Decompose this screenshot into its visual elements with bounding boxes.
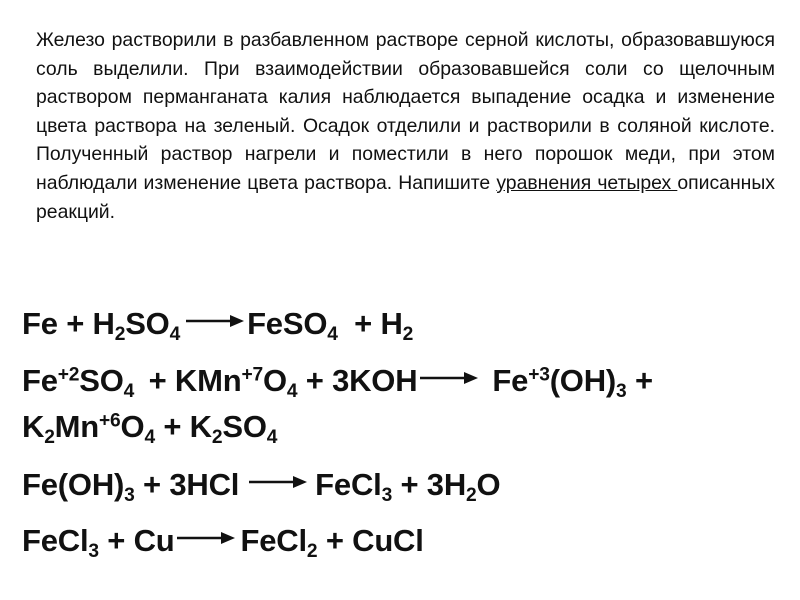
eq2-product: K bbox=[22, 409, 45, 444]
problem-text-underlined: уравнения четырех bbox=[496, 171, 678, 194]
eq1-reactant-part: SO bbox=[125, 306, 170, 341]
equation-2-line-2 bbox=[22, 408, 278, 449]
eq2-reactant-part: SO bbox=[79, 363, 124, 398]
eq1-reactants: Fe + H bbox=[22, 306, 115, 341]
eq2-reactant-part: O bbox=[262, 363, 287, 398]
eq2-product: Fe bbox=[492, 363, 529, 398]
reaction-arrow-icon bbox=[249, 475, 307, 489]
problem-text-part-1: Железо растворили в разбавленном растворе серной кислоты, образовавшуюся соль выделили. При взаимодействии образовавшейся соли со щелочным раствором перманганата калия наблюдается выпадение осадка и изменение цвета раствора на зеленый. Осадок отделили и растворили в соляной кислоте. Полученный раствор нагрели и поместили в него порошок меди, при этом наблюдали изменение цвета раствора. Напишите bbox=[36, 29, 775, 194]
reaction-arrow-icon bbox=[177, 531, 235, 545]
eq4-product: + CuCl bbox=[317, 523, 424, 558]
eq2-reactant: + KMn bbox=[140, 363, 242, 398]
eq1-product-part: + H bbox=[345, 306, 403, 341]
eq1-subscript: 2 bbox=[402, 324, 414, 346]
problem-text-part-2: описанных реакций. bbox=[36, 171, 775, 223]
eq2-product-part: (OH) bbox=[549, 363, 617, 398]
eq4-product: FeCl bbox=[240, 523, 307, 558]
eq4-reactant: FeCl bbox=[22, 523, 89, 558]
eq1-products: FeSO bbox=[247, 306, 328, 341]
eq2-subscript: 2 bbox=[44, 427, 55, 449]
eq2-subscript: 4 bbox=[123, 381, 135, 403]
eq3-subscript: 2 bbox=[466, 485, 477, 507]
problem-statement bbox=[36, 26, 775, 226]
equation-2-line-1 bbox=[22, 362, 653, 403]
eq3-reactant: + 3HCl bbox=[134, 467, 240, 502]
eq2-oxidation-state: +3 bbox=[528, 364, 550, 386]
eq2-oxidation-state: +6 bbox=[99, 410, 121, 432]
eq3-subscript: 3 bbox=[124, 485, 135, 507]
eq2-product-part: SO bbox=[222, 409, 267, 444]
eq2-oxidation-state: +2 bbox=[57, 364, 80, 386]
eq2-reactant: + 3KOH bbox=[297, 363, 418, 398]
equation-3 bbox=[22, 466, 501, 507]
eq2-subscript: 4 bbox=[266, 427, 278, 449]
reaction-arrow-icon bbox=[420, 371, 478, 385]
eq2-product: + K bbox=[154, 409, 212, 444]
eq2-plus: + bbox=[626, 363, 653, 398]
eq3-product: FeCl bbox=[315, 467, 382, 502]
eq3-product: + 3H bbox=[392, 467, 467, 502]
eq2-product-part: Mn bbox=[54, 409, 100, 444]
reaction-arrow-icon bbox=[186, 314, 244, 328]
eq3-product-part: O bbox=[476, 467, 501, 502]
eq1-subscript: 4 bbox=[327, 324, 338, 346]
eq2-product-part: O bbox=[120, 409, 145, 444]
eq2-reactant: Fe bbox=[22, 363, 58, 398]
eq4-reactant: + Cu bbox=[98, 523, 175, 558]
equation-4 bbox=[22, 522, 424, 563]
eq1-subscript: 4 bbox=[169, 324, 181, 346]
eq4-subscript: 3 bbox=[88, 541, 99, 563]
eq2-subscript: 4 bbox=[144, 427, 155, 449]
eq2-oxidation-state: +7 bbox=[241, 364, 263, 386]
eq3-subscript: 3 bbox=[381, 485, 393, 507]
eq1-subscript: 2 bbox=[114, 324, 126, 346]
eq4-subscript: 2 bbox=[306, 541, 318, 563]
eq2-subscript: 2 bbox=[211, 427, 223, 449]
eq2-subscript: 3 bbox=[616, 381, 627, 403]
eq3-reactant: Fe(OH) bbox=[22, 467, 125, 502]
equation-1 bbox=[22, 305, 414, 346]
eq2-subscript: 4 bbox=[286, 381, 298, 403]
